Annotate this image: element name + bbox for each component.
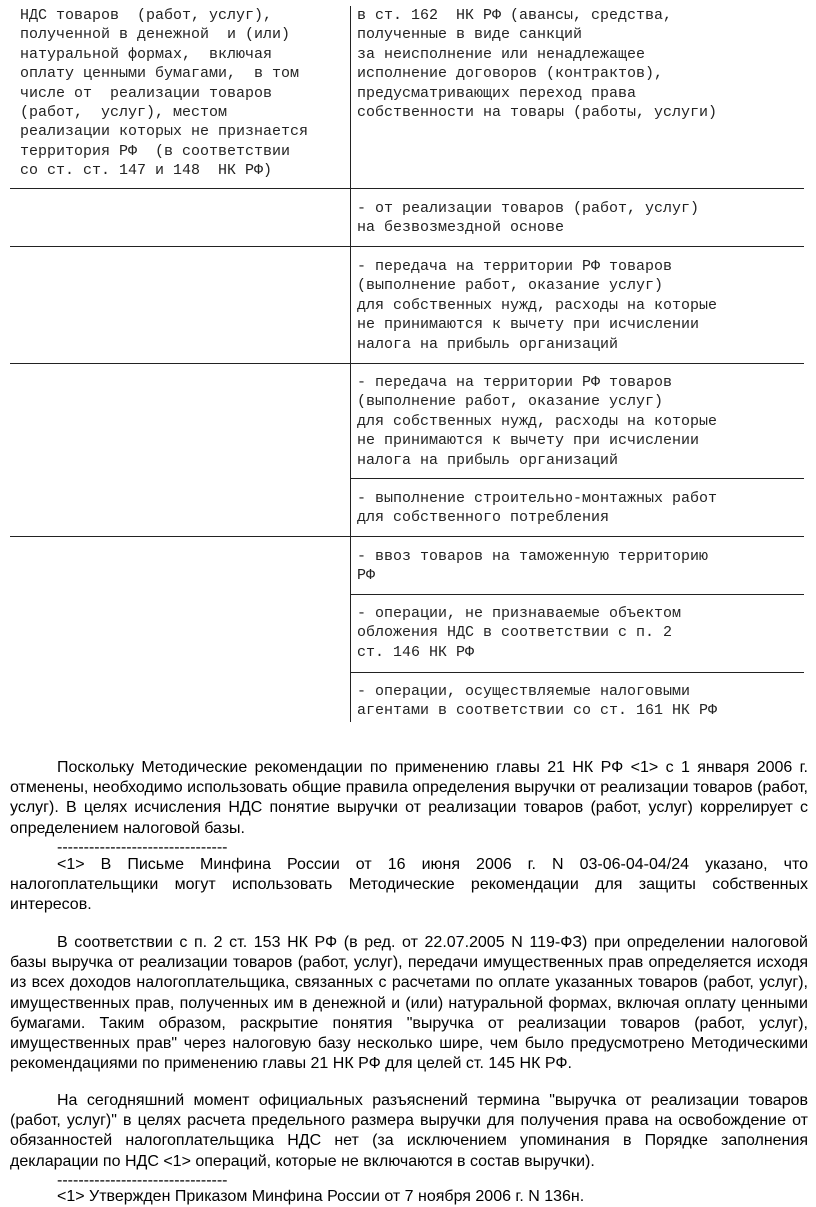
footnote-2: <1> Утвержден Приказом Минфина России от 7 ноября 2006 г. N 136н. bbox=[57, 1188, 585, 1205]
row-divider bbox=[10, 246, 804, 247]
column-divider bbox=[350, 6, 351, 722]
paragraph-1: Поскольку Методические рекомендации по применению главы 21 НК РФ <1> с 1 января 2006 г. отменены, необходимо использовать общие правила определения выручки от реализации товаров (работ, услуг). В целях исчисления НДС понятие выручки от реализации товаров (работ, услуг) коррелирует с определением налоговой базы. bbox=[10, 759, 808, 837]
paragraph-2: В соответствии с п. 2 ст. 153 НК РФ (в ред. от 22.07.2005 N 119-ФЗ) при определении налоговой базы выручка от реализации товаров (работ, услуг), передачи имущественных прав определяется исходя из всех доходов налогоплательщика, связанных с расчетами по оплате указанных товаров (работ, услуг), имущественных прав, полученных им в денежной и (или) натуральной формах, включая оплату ценными бумагами. Таким образом, раскрытие понятия "выручка от реализации товаров (работ, услуг), имущественных прав" через налоговую базу несколько шире, чем было предусмотрено Методическими рекомендациями по применению главы 21 НК РФ для целей ст. 145 НК РФ. bbox=[10, 934, 808, 1073]
table-cell-right: - операции, не признаваемые объектом обложения НДС в соответствии с п. 2 ст. 146 НК РФ bbox=[357, 605, 682, 661]
footnote-separator: -------------------------------- bbox=[57, 1172, 228, 1189]
row-divider bbox=[350, 478, 804, 479]
table-cell-left: НДС товаров (работ, услуг), полученной в денежной и (или) натуральной формах, включая оплату ценными бумагами, в том числе от реализации товаров (работ, услуг), местом реализации которых не признается территория РФ (в соответствии со ст. ст. 147 и 148 НК РФ) bbox=[20, 7, 309, 180]
row-divider bbox=[10, 363, 804, 364]
row-divider bbox=[350, 672, 804, 673]
footnote-separator: -------------------------------- bbox=[57, 839, 228, 856]
table-cell-right: - передача на территории РФ товаров (выполнение работ, оказание услуг) для собственных нужд, расходы на которые не принимаются к вычету при исчислении налога на прибыль организаций bbox=[357, 258, 718, 353]
row-divider bbox=[350, 594, 804, 595]
table-cell-right: - операции, осуществляемые налоговыми агентами в соответствии со ст. 161 НК РФ bbox=[357, 683, 718, 720]
footnote-1: <1> В Письме Минфина России от 16 июня 2006 г. N 03-06-04-04/24 указано, что налогоплательщики могут использовать Методические рекомендации для защиты собственных интересов. bbox=[10, 856, 808, 914]
table-cell-right: в ст. 162 НК РФ (авансы, средства, полученные в виде санкций за неисполнение или ненадлежащее исполнение договоров (контрактов), предусматривающих переход права собственности на товары (работы, услуги) bbox=[357, 7, 718, 122]
row-divider bbox=[10, 536, 804, 537]
table-cell-right: - ввоз товаров на таможенную территорию РФ bbox=[357, 548, 709, 585]
table-cell-right: - от реализации товаров (работ, услуг) на безвозмездной основе bbox=[357, 200, 700, 237]
table-cell-right: - выполнение строительно-монтажных работ для собственного потребления bbox=[357, 490, 718, 527]
table-cell-right: - передача на территории РФ товаров (выполнение работ, оказание услуг) для собственных нужд, расходы на которые не принимаются к вычету при исчислении налога на прибыль организаций bbox=[357, 374, 718, 469]
row-divider bbox=[10, 188, 804, 189]
paragraph-3: На сегодняшний момент официальных разъяснений термина "выручка от реализации товаров (работ, услуг)" в целях расчета предельного размера выручки для получения права на освобождение от обязанностей налогоплательщика НДС нет (за исключением упоминания в Порядке заполнения декларации по НДС <1> операций, которые не включаются в состав выручки). bbox=[10, 1092, 808, 1170]
